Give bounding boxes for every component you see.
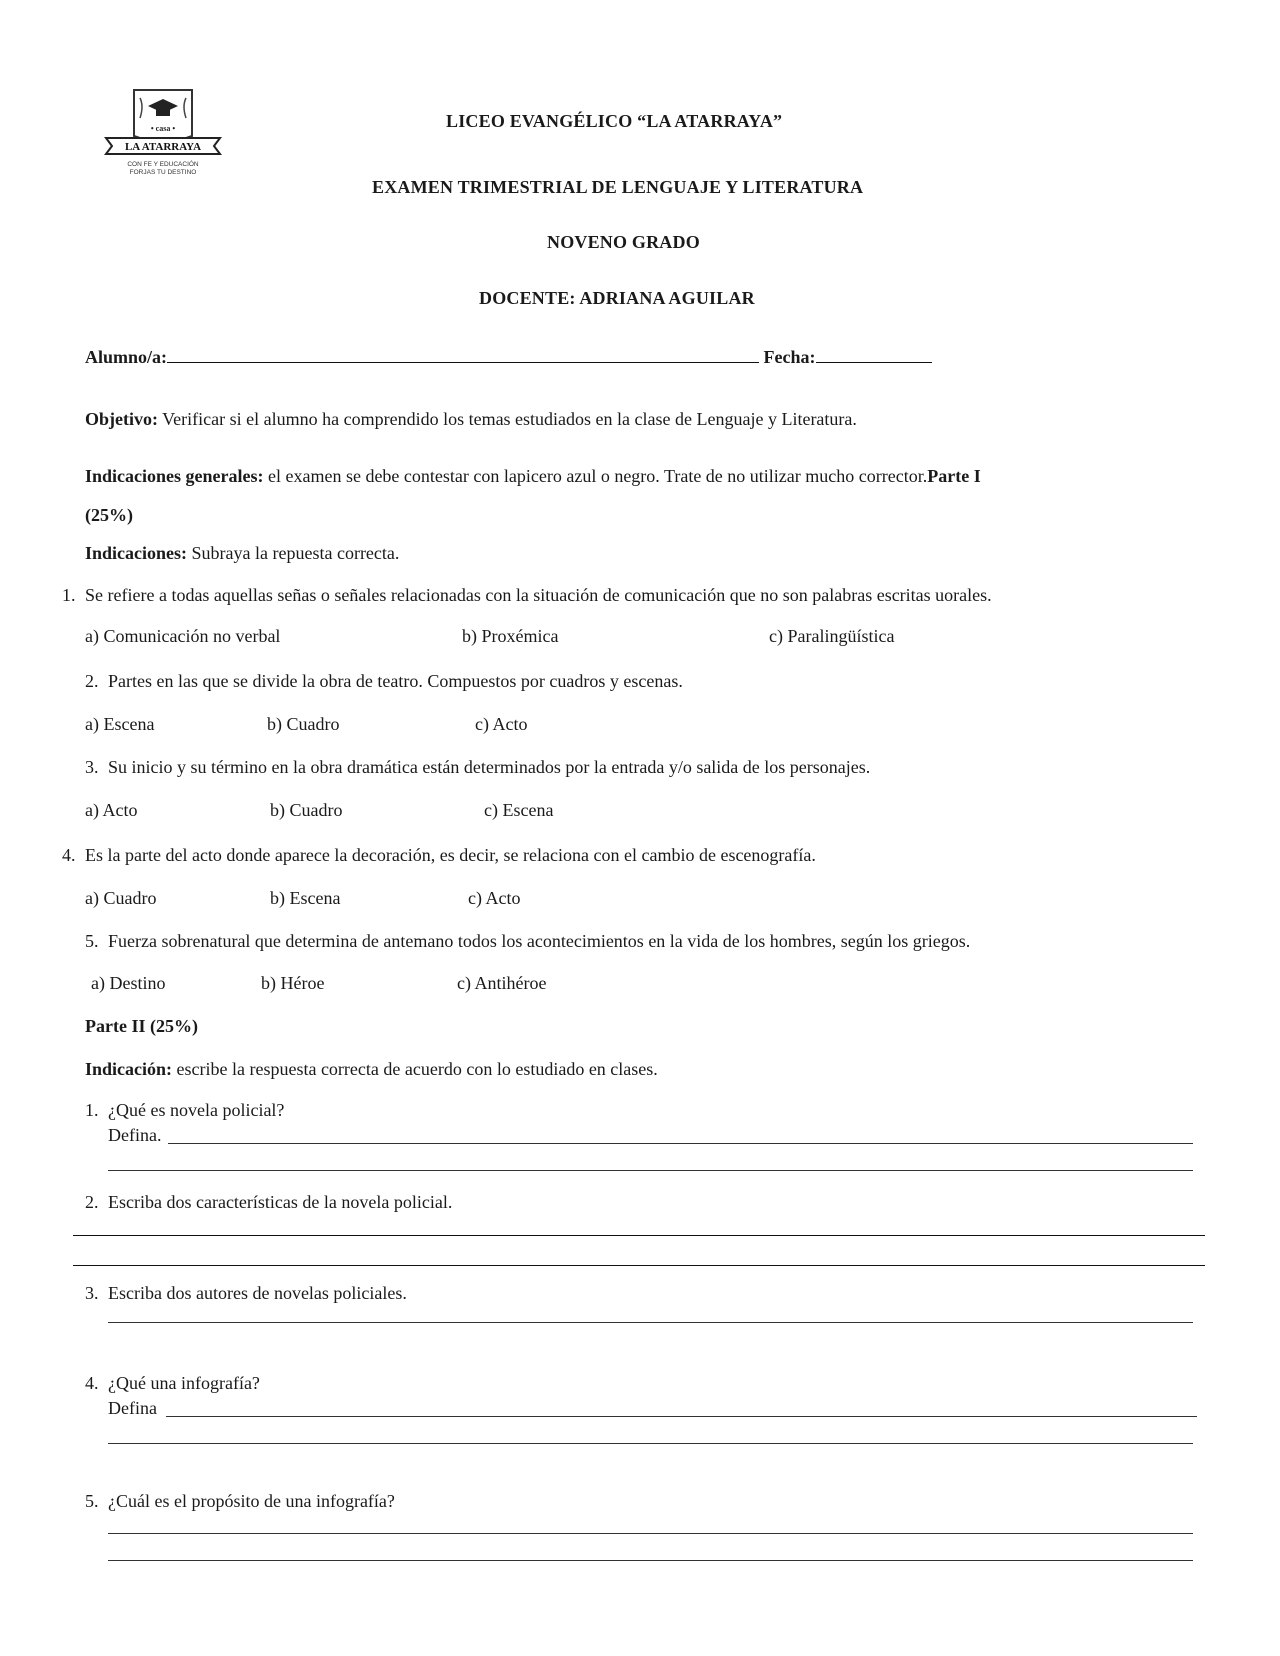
q4-option-b[interactable]: b) Escena [270,888,341,908]
school-logo [100,84,226,184]
question-number: 1. [62,585,76,605]
logo-small-text: • casa • [150,124,176,133]
question-number: 1. [85,1100,99,1120]
question-5 [85,931,970,952]
question-text: Escriba dos autores de novelas policiales. [108,1283,407,1303]
exam-title: EXAMEN TRIMESTRIAL DE LENGUAJE Y LITERATURA [372,177,864,197]
q1-option-a[interactable]: a) Comunicación no verbal [85,626,281,646]
general-indications-text: el examen se debe contestar con lapicero azul o negro. Trate de no utilizar mucho corrector. [263,466,928,486]
question-text: ¿Cuál es el propósito de una infografía? [108,1491,395,1511]
open-question-4 [85,1373,260,1394]
open-question-1 [85,1100,284,1121]
logo-motto-1: CON FE Y EDUCACIÓN [127,161,199,168]
question-number: 4. [62,845,76,865]
part2-instructions [85,1059,658,1080]
question-number: 2. [85,1192,99,1212]
objective [85,409,857,430]
answer-line[interactable] [166,1416,1197,1417]
student-name-blank[interactable] [167,344,759,363]
question-number: 5. [85,931,99,951]
objective-text: Verificar si el alumno ha comprendido los temas estudiados en la clase de Lenguaje y Literatura. [157,409,857,429]
answer-line[interactable] [168,1143,1193,1144]
question-text: Fuerza sobrenatural que determina de antemano todos los acontecimientos en la vida de los hombres, según los griegos. [108,931,971,951]
question-text: ¿Qué es novela policial? [108,1100,285,1120]
q2-option-b[interactable]: b) Cuadro [267,714,340,734]
answer-line[interactable] [108,1533,1193,1534]
question-number: 3. [85,757,99,777]
question-text: Se refiere a todas aquellas señas o señales relacionadas con la situación de comunicación que no son palabras escritas uorales. [85,585,992,605]
question-4 [62,845,816,866]
q3-option-c[interactable]: c) Escena [484,800,554,820]
grade-title: NOVENO GRADO [547,232,700,252]
part1-title: Parte I [927,466,981,486]
open-question-2 [85,1192,452,1213]
answer-line[interactable] [73,1235,1205,1236]
general-indications [85,466,981,487]
open-question-5 [85,1491,395,1512]
logo-motto-2: FORJAS TU DESTINO [129,169,197,176]
q4-option-a[interactable]: a) Cuadro [85,888,157,908]
school-name: LICEO EVANGÉLICO “LA ATARRAYA” [446,111,783,131]
student-label: Alumno/a: [85,347,168,367]
teacher-name: DOCENTE: ADRIANA AGUILAR [479,288,755,308]
q3-option-a[interactable]: a) Acto [85,800,138,820]
student-field[interactable] [85,344,932,368]
answer-line[interactable] [108,1443,1193,1444]
general-indications-label: Indicaciones generales: [85,466,264,486]
part1-instructions-text: Subraya la repuesta correcta. [187,543,400,563]
question-number: 2. [85,671,99,691]
question-text: Es la parte del acto donde aparece la decoración, es decir, se relaciona con el cambio de escenografía. [85,845,816,865]
date-label: Fecha: [763,347,816,367]
question-text: ¿Qué una infografía? [108,1373,260,1393]
part2-title: Parte II (25%) [85,1016,198,1036]
question-1 [62,585,992,606]
open-question-3 [85,1283,407,1304]
q5-option-b[interactable]: b) Héroe [261,973,325,993]
q4-option-c[interactable]: c) Acto [468,888,521,908]
q2-option-c[interactable]: c) Acto [475,714,528,734]
part1-instructions [85,543,399,564]
q3-option-b[interactable]: b) Cuadro [270,800,343,820]
question-text: Partes en las que se divide la obra de teatro. Compuestos por cuadros y escenas. [108,671,683,691]
part1-instructions-label: Indicaciones: [85,543,188,563]
answer-line[interactable] [108,1170,1193,1171]
date-blank[interactable] [816,344,932,363]
q5-option-c[interactable]: c) Antihéroe [457,973,547,993]
answer-line[interactable] [108,1560,1193,1561]
part2-instructions-label: Indicación: [85,1059,173,1079]
question-text: Su inicio y su término en la obra dramática están determinados por la entrada y/o salida de los personajes. [108,757,871,777]
q5-option-a[interactable]: a) Destino [91,973,166,993]
question-3 [85,757,870,778]
q1-option-c[interactable]: c) Paralingüística [769,626,895,646]
answer-line[interactable] [108,1322,1193,1323]
part2-instructions-text: escribe la respuesta correcta de acuerdo con lo estudiado en clases. [172,1059,658,1079]
open-question-1-sub: Defina. [108,1125,162,1145]
question-number: 4. [85,1373,99,1393]
q1-option-b[interactable]: b) Proxémica [462,626,559,646]
answer-line[interactable] [73,1265,1205,1266]
part1-weight: (25%) [85,505,133,525]
objective-label: Objetivo: [85,409,158,429]
question-text: Escriba dos características de la novela policial. [108,1192,453,1212]
q2-option-a[interactable]: a) Escena [85,714,155,734]
question-number: 5. [85,1491,99,1511]
logo-banner-text: LA ATARRAYA [124,141,202,153]
question-number: 3. [85,1283,99,1303]
question-2 [85,671,683,692]
open-question-4-sub: Defina [108,1398,157,1418]
